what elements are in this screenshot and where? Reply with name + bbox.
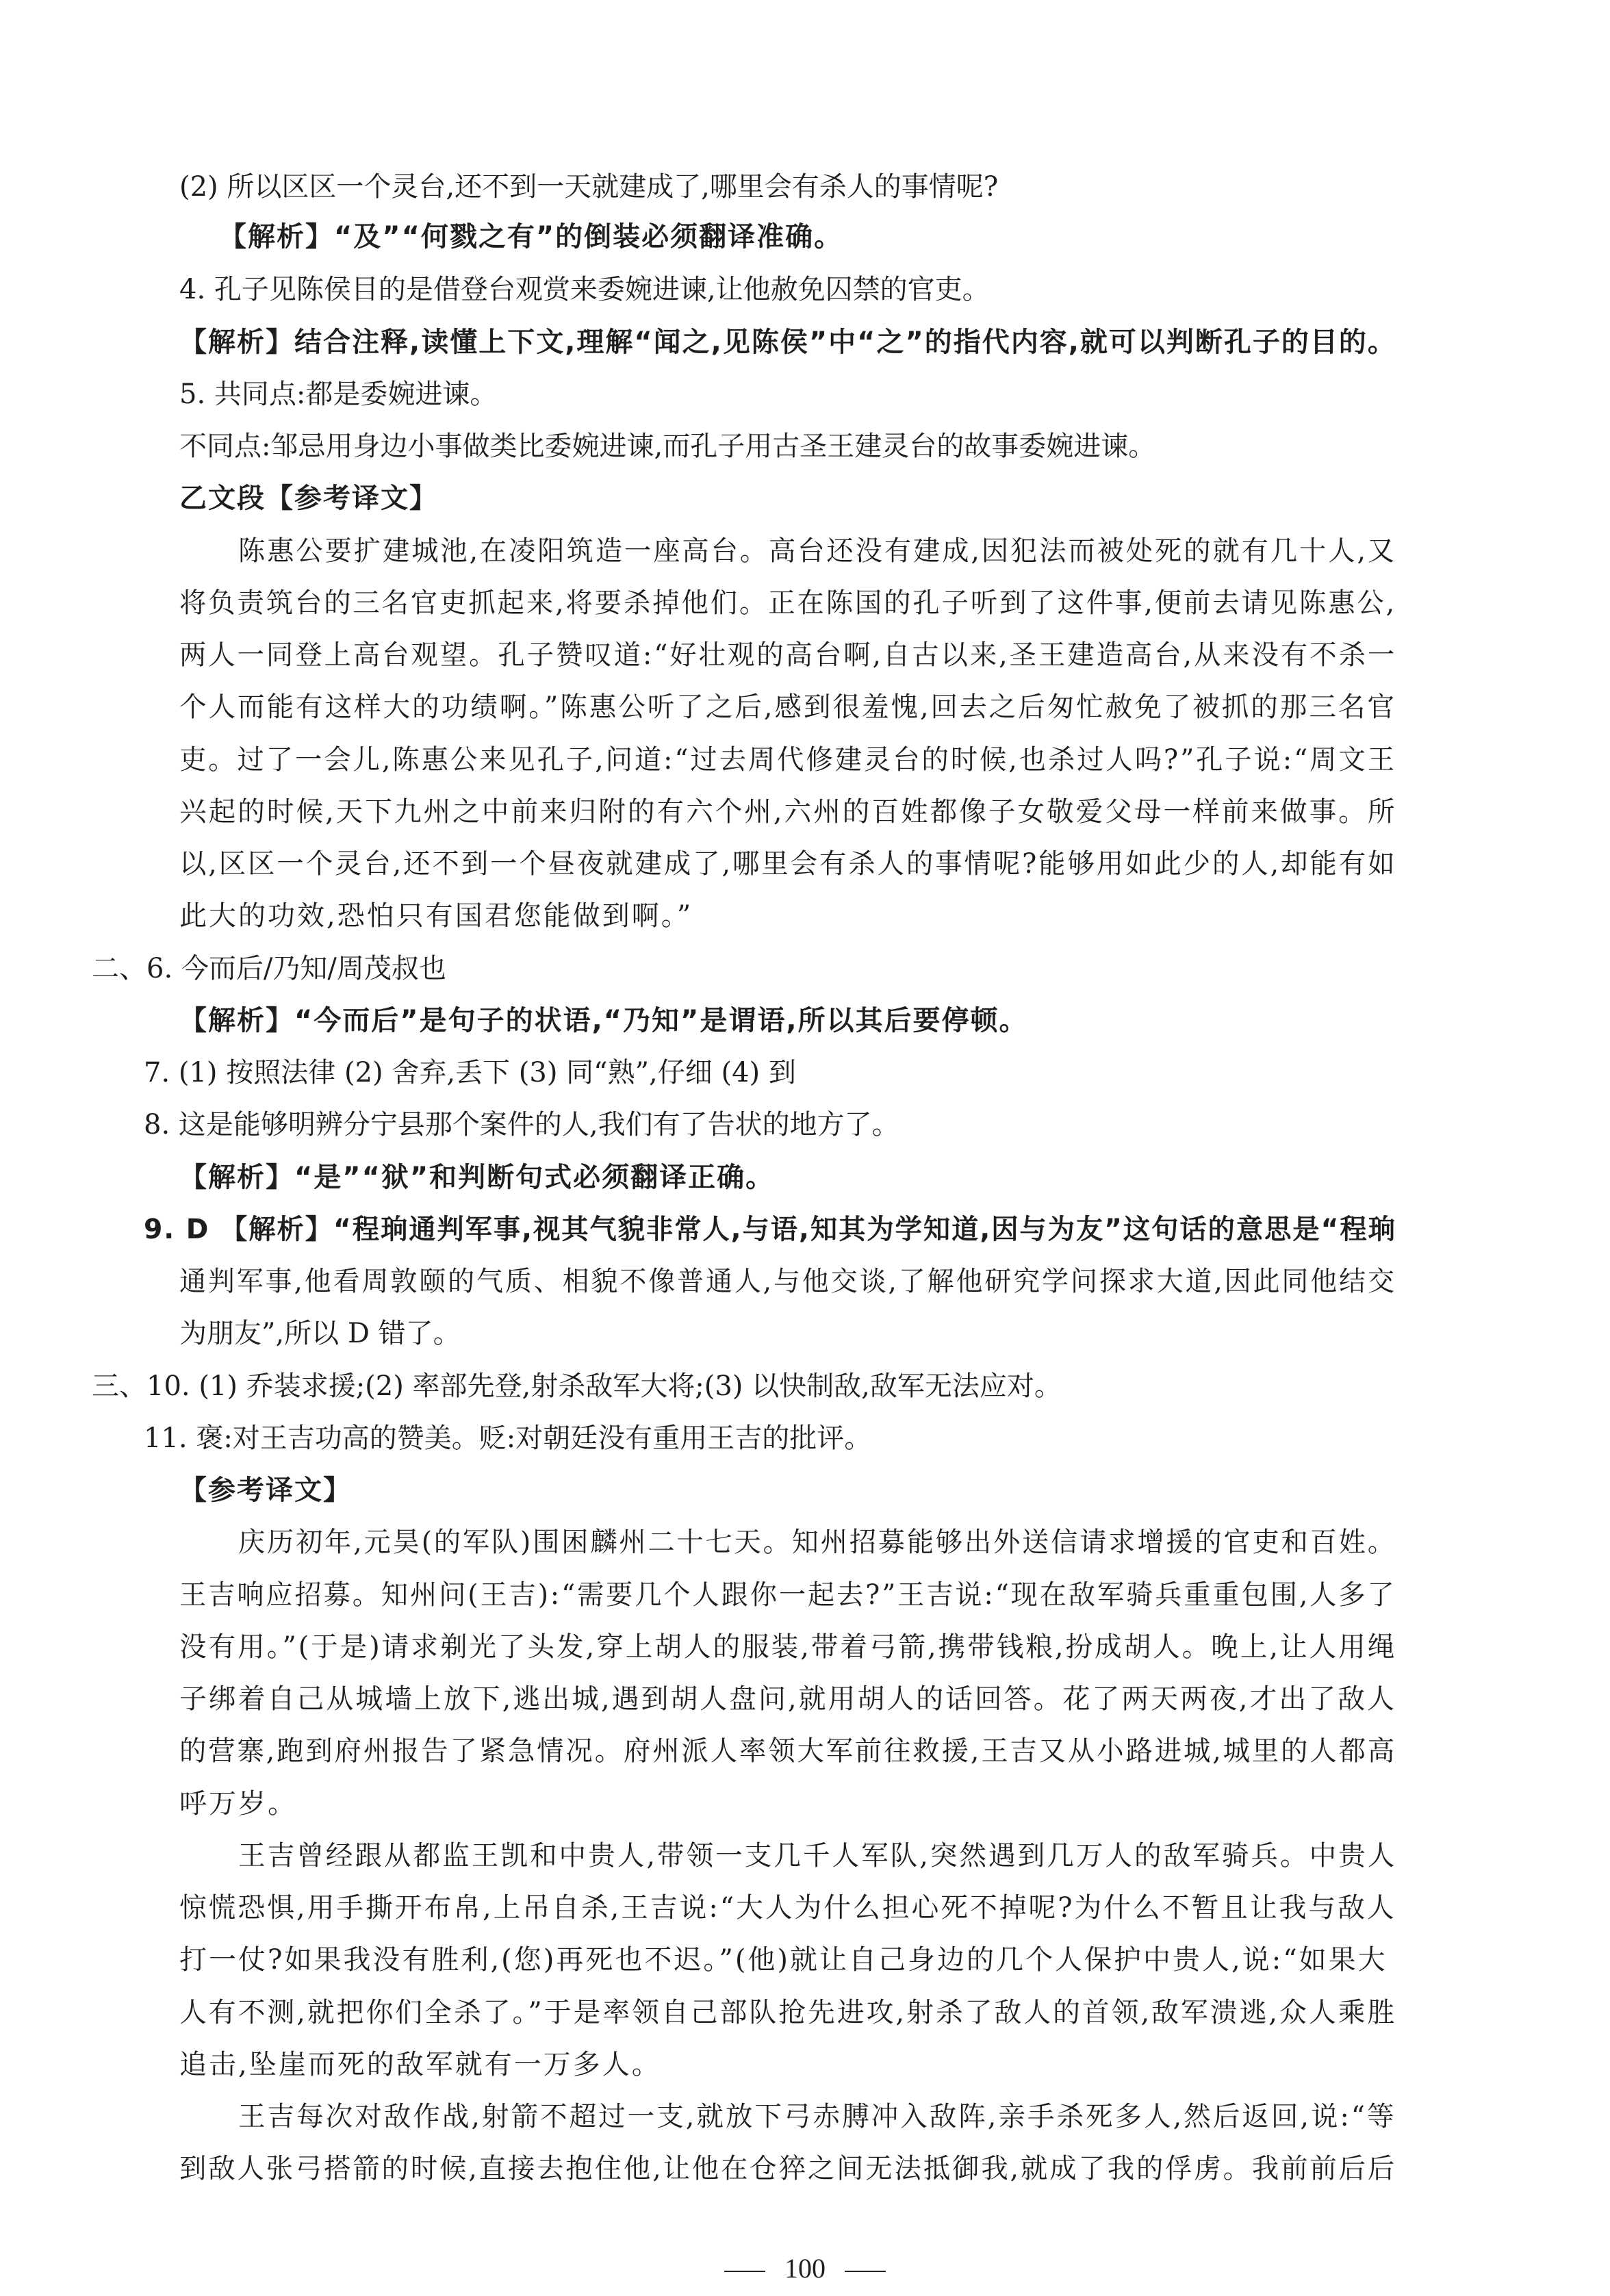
text-line: 的营寨,跑到府州报告了紧急情况。府州派人率领大军前往救援,王吉又从小路进城,城里的人都高 [179, 1735, 1397, 1767]
text-line: 人有不测,就把你们全杀了。”于是率领自己部队抢先进攻,射杀了敌人的首领,敌军溃逃,众人乘胜 [179, 1997, 1397, 2028]
text-line: 9. D 【解析】“程珦通判军事,视其气貌非常人,与语,知其为学知道,因与为友”这句话的意思是“程珦 [144, 1214, 1396, 1245]
text-line: 王吉曾经跟从都监王凯和中贵人,带领一支几千人军队,突然遇到几万人的敌军骑兵。中贵人 [238, 1840, 1397, 1872]
text-line: 子绑着自己从城墙上放下,逃出城,遇到胡人盘问,就用胡人的话回答。花了两天两夜,才出了敌人 [179, 1683, 1396, 1715]
text-line: 王吉响应招募。知州问(王吉):“需要几个人跟你一起去?”王吉说:“现在敌军骑兵重重包围,人多了 [179, 1579, 1396, 1611]
text-line: 陈惠公要扩建城池,在凌阳筑造一座高台。高台还没有建成,因犯法而被处死的就有几十人,又 [238, 535, 1397, 567]
text-line: 【解析】“及”“何戮之有”的倒装必须翻译准确。 [219, 221, 843, 253]
text-line: 到敌人张弓搭箭的时候,直接去抱住他,让他在仓猝之间无法抵御我,就成了我的俘虏。我前前后后 [179, 2153, 1397, 2184]
text-line: 呼万岁。 [179, 1788, 297, 1820]
text-line: 乙文段【参考译文】 [179, 483, 438, 514]
text-line: 二、6. 今而后/乃知/周茂叔也 [92, 953, 446, 984]
text-line: 4. 孔子见陈侯目的是借登台观赏来委婉进谏,让他赦免囚禁的官吏。 [179, 274, 990, 305]
text-line: 此大的功效,恐怕只有国君您能做到啊。” [179, 900, 693, 932]
text-line: 【解析】“今而后”是句子的状语,“乃知”是谓语,所以其后要停顿。 [179, 1005, 1028, 1036]
text-line: 惊慌恐惧,用手撕开布帛,上吊自杀,王吉说:“大人为什么担心死不掉呢?为什么不暂且让我与敌人 [179, 1892, 1396, 1924]
text-line: (2) 所以区区一个灵台,还不到一天就建成了,哪里会有杀人的事情呢? [179, 171, 999, 203]
text-line: 11. 褒:对王吉功高的赞美。贬:对朝廷没有重用王吉的批评。 [144, 1423, 872, 1454]
text-line: 吏。过了一会儿,陈惠公来见孔子,问道:“过去周代修建灵台的时候,也杀过人吗?”孔子说:“周文王 [179, 744, 1396, 776]
text-line: 以,区区一个灵台,还不到一个昼夜就建成了,哪里会有杀人的事情呢?能够用如此少的人,却能有如 [179, 848, 1397, 880]
text-line: 5. 共同点:都是委婉进谏。 [179, 379, 498, 410]
text-line: 【解析】结合注释,读懂上下文,理解“闻之,见陈侯”中“之”的指代内容,就可以判断孔子的目的。 [179, 327, 1396, 358]
footer-dash-right [845, 2271, 886, 2272]
text-line: 打一仗?如果我没有胜利,(您)再死也不迟。”(他)就让自己身边的几个人保护中贵人,说:“如果大 [179, 1944, 1388, 1976]
text-line: 7. (1) 按照法律 (2) 舍弃,丢下 (3) 同“熟”,仔细 (4) 到 [144, 1057, 796, 1088]
page-number: 100 [784, 2253, 826, 2284]
text-line: 将负责筑台的三名官吏抓起来,将要杀掉他们。正在陈国的孔子听到了这件事,便前去请见陈惠公, [179, 587, 1397, 619]
text-line: 个人而能有这样大的功绩啊。”陈惠公听了之后,感到很羞愧,回去之后匆忙赦免了被抓的那三名官 [179, 691, 1396, 723]
text-line: 8. 这是能够明辨分宁县那个案件的人,我们有了告状的地方了。 [144, 1109, 899, 1140]
text-line: 【参考译文】 [179, 1475, 352, 1506]
text-line: 三、10. (1) 乔装求援;(2) 率部先登,射杀敌军大将;(3) 以快制敌,敌军无法应对。 [92, 1370, 1062, 1402]
text-line: 两人一同登上高台观望。孔子赞叹道:“好壮观的高台啊,自古以来,圣王建造高台,从来没有不杀一 [179, 639, 1397, 671]
text-line: 【解析】“是”“狱”和判断句式必须翻译正确。 [179, 1162, 775, 1193]
text-line: 王吉每次对敌作战,射箭不超过一支,就放下弓赤膊冲入敌阵,亲手杀死多人,然后返回,说:“等 [238, 2101, 1396, 2132]
text-line: 追击,坠崖而死的敌军就有一万多人。 [179, 2049, 661, 2080]
text-line: 通判军事,他看周敦颐的气质、相貌不像普通人,与他交谈,了解他研究学问探求大道,因此同他结交 [179, 1266, 1396, 1297]
text-line: 兴起的时候,天下九州之中前来归附的有六个州,六州的百姓都像子女敬爱父母一样前来做事。所 [179, 796, 1397, 828]
footer-dash-left [724, 2271, 765, 2272]
text-line: 没有用。”(于是)请求剃光了头发,穿上胡人的服装,带着弓箭,携带钱粮,扮成胡人。晚上,让人用绳 [179, 1631, 1397, 1663]
text-line: 为朋友”,所以 D 错了。 [179, 1318, 461, 1349]
page-footer [0, 2249, 1610, 2288]
text-line: 不同点:邹忌用身边小事做类比委婉进谏,而孔子用古圣王建灵台的故事委婉进谏。 [179, 431, 1156, 462]
text-line: 庆历初年,元昊(的军队)围困麟州二十七天。知州招募能够出外送信请求增援的官吏和百姓。 [238, 1527, 1396, 1558]
